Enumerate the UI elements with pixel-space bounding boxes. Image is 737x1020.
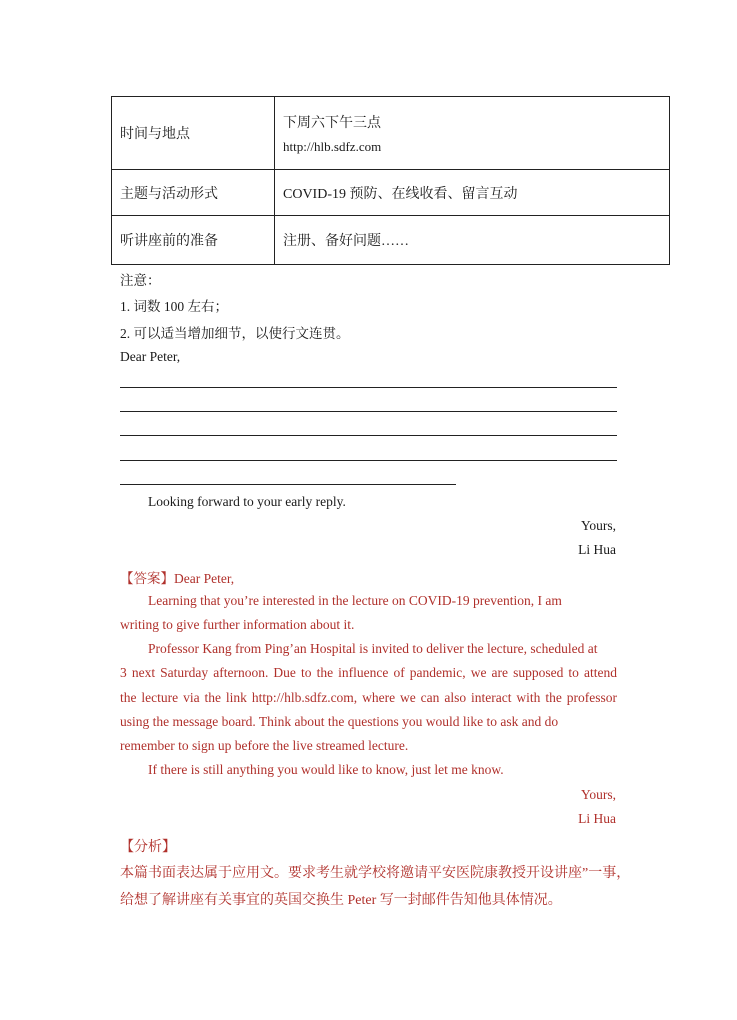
notes-title: 注意： xyxy=(120,273,161,288)
analysis-line: 本篇书面表达属于应用文。要求考生就学校将邀请平安医院康教授开设讲座”一事， xyxy=(120,866,631,881)
table-key: 时间与地点 xyxy=(112,97,275,170)
signoff: Yours, xyxy=(580,518,616,533)
note-item: 1. 词数 100 左右； xyxy=(120,299,228,314)
answer-line: writing to give further information about it. xyxy=(120,617,355,632)
writing-line xyxy=(120,460,617,461)
answer-line: Professor Kang from Ping’an Hospital is invited to deliver the lecture, scheduled at xyxy=(148,641,598,656)
writing-line xyxy=(120,411,617,412)
table-value: COVID-19 预防、在线收看、留言互动 xyxy=(275,170,670,216)
answer-line: 3 next Saturday afternoon. Due to the influence of pandemic, we are supposed to attend xyxy=(120,665,617,680)
answer-line: remember to sign up before the live streamed lecture. xyxy=(120,738,409,753)
answer-line: using the message board. Think about the questions you would like to ask and do xyxy=(120,714,559,729)
signature: Li Hua xyxy=(578,542,616,557)
analysis-label: 【分析】 xyxy=(120,840,176,855)
answer-line: the lecture via the link http://hlb.sdfz.com, where we can also interact with the professor xyxy=(120,690,617,705)
writing-line xyxy=(120,484,456,485)
answer-line: Learning that you’re interested in the lecture on COVID-19 prevention, I am xyxy=(148,593,562,608)
url-text: http://hlb.sdfz.com xyxy=(283,138,382,154)
table-value xyxy=(275,97,670,170)
answer-signoff: Yours, xyxy=(580,787,616,802)
answer-label: 【答案】 xyxy=(120,571,174,586)
closing-line: Looking forward to your early reply. xyxy=(148,494,346,509)
note-item: 2. 可以适当增加细节，以使行文连贯。 xyxy=(120,326,350,341)
table-row xyxy=(112,170,670,216)
table-key: 听讲座前的准备 xyxy=(112,216,275,265)
answer-heading xyxy=(120,567,234,587)
answer-signature: Li Hua xyxy=(578,811,616,826)
info-table xyxy=(111,96,670,265)
writing-line xyxy=(120,435,617,436)
table-row xyxy=(112,97,670,170)
letter-greeting: Dear Peter, xyxy=(120,349,181,364)
table-row xyxy=(112,216,670,265)
answer-line: If there is still anything you would like to know, just let me know. xyxy=(148,762,504,777)
table-key: 主题与活动形式 xyxy=(112,170,275,216)
time-text: 下周六下午三点 xyxy=(283,115,381,131)
table-value: 注册、备好问题…… xyxy=(275,216,670,265)
analysis-line: 给想了解讲座有关事宜的英国交换生 Peter 写一封邮件告知他具体情况。 xyxy=(120,893,562,908)
answer-greeting: Dear Peter, xyxy=(174,571,235,586)
writing-line xyxy=(120,387,617,388)
